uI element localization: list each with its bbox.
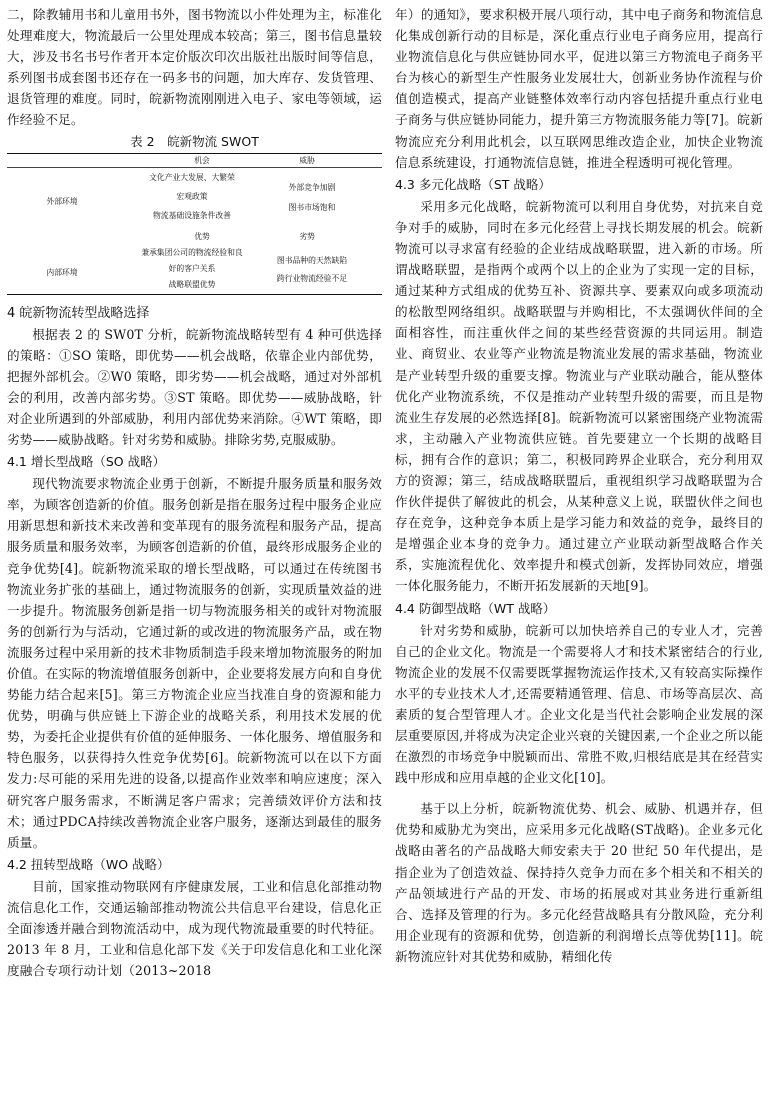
intro-paragraph: 二，除教辅用书和儿童用书外，图书物流以小件处理为主，标准化处理难度大，物流最后一公里处理成本较高；第三，图书信息量较大，涉及书名书号作者开本定价版次印次出版社出版时间等信息，系列图书成套图书还存在一码多书的问题，加大库存、发货管理、退货管理的难度。同时，皖新物流刚刚进入电子、家电等领域，运作经验不足。 — [7, 7, 382, 128]
opportunity-item: 宏观政策 — [176, 191, 208, 201]
opportunity-item: 物流基础设施条件改善 — [153, 210, 231, 220]
header-threat: 威胁 — [299, 155, 315, 165]
conclusion-paragraph: 基于以上分析，皖新物流优势、机会、威胁、机遇并存，但优势和威胁尤为突出，应采用多元化战略(ST战略)。企业多元化战略由著名的产品战略大师安索夫于 20 世纪 50 年代提出，是指企业为了创造效益、保持持久竞争力而在多个相关和不相关的产品领域进行产品的开发、市场的拓展或对其业务进行重新组合、选择及管理的行为。多元化经营战略具有分散风险，充分利用企业现有的资源和优势，创造新的利润增长点等优势[11]。皖新物流应针对其优势和威胁，精细化传 — [395, 801, 763, 964]
section-4-4-heading: 4.4 防御型战略（WT 战略） — [395, 600, 556, 616]
section-4-paragraph: 根据表 2 的 SW0T 分析，皖新物流战略转型有 4 种可供选择的策略：①SO 策略，即优势——机会战略，依靠企业内部优势，把握外部机会。②W0 策略，即劣势——机会战略，通过对外部机会的利用，改善内部劣势。③ST 策略。即优势——威胁战略，针对企业所遇到的外部威胁，利用内部优势来消除。④WT 策略，即劣势——威胁战略。针对劣势和威胁。排除劣势,克服威胁。 — [7, 326, 382, 448]
paragraph-gap — [395, 788, 763, 798]
continued-paragraph: 年）的通知》，要求积极开展八项行动，其中电子商务和物流信息化集成创新行动的目标是，深化重点行业电子商务应用，提高行业物流信息化与供应链协同水平，促进以第三方物流电子商务平台为核心的新型生产性服务业发展壮大，创新业务协作流程与价值创造模式，提高产业链整体效率行动内容包括提升重点行业电子商务与供应链协同能力，提升第三方物流服务能力等[7]。皖新物流应充分利用此机会，以互联网思维改造企业，加快企业物流信息系统建设，打通物流信息链，推进全程透明可视化管理。 — [395, 7, 763, 170]
threat-item: 图书市场饱和 — [288, 202, 336, 212]
section-4-2-heading: 4.2 扭转型战略（WO 战略） — [7, 856, 170, 872]
weakness-item: 跨行业物流经验不足 — [276, 273, 348, 283]
header-weakness: 劣势 — [299, 231, 315, 241]
header-opportunity: 机会 — [194, 155, 210, 165]
section-4-3-heading: 4.3 多元化战略（ST 战略） — [395, 176, 551, 192]
swot-table — [7, 153, 382, 295]
section-4-1-paragraph: 现代物流要求物流企业勇于创新，不断提升服务质量和服务效率，为顾客创造新的价值。服务创新是指在服务过程中服务企业应用新思想和新技术来改善和变革现有的服务流程和服务产品，提高服务质量和服务效率，为顾客创造新的价值，最终形成服务企业的竞争优势[4]。皖新物流采取的增长型战略，可以通过在传统图书物流业务扩张的基础上，通过物流服务的创新，实现质量效益的进一步提升。物流服务创新是指一切与物流服务相关的或针对物流服务的创新行为与活动，它通过新的或改进的物流服务产品，或在物流服务过程中采用新的技术非物质制造手段来增加物流服务的附加价值。在实际的物流增值服务创新中，企业要将发展方向和自身优势能力结合起来[5]。第三方物流企业应当找准自身的资源和能力优势，明确与供应链上下游企业的战略关系，利用技术发展的优势，为委托企业提供有价值的延伸服务、一体化服务、增值服务和特色服务，以获得持久性竞争优势[6]。皖新物流可以在以下方面发力:尽可能的采用先进的设备,以提高作业效率和响应速度；深入研究客户服务需求，不断满足客户需求；完善绩效评价方法和技术；通过PDCA持续改善物流企业客户服务，逐渐达到最佳的服务质量。 — [7, 476, 382, 850]
table-title: 表 2 皖新物流 SWOT — [130, 133, 259, 149]
section-4-3-paragraph: 采用多元化战略，皖新物流可以利用自身优势，对抗来自竞争对手的威胁，同时在多元化经营上寻找长期发展的机会。皖新物流可以寻求富有经验的企业结成战略联盟，进入新的市场。所谓战略联盟，是指两个或两个以上的企业为了实现一定的目标，通过某种方式组成的优势互补、资源共享、要素双向或多项流动的松散型网络组织。战略联盟与并购相比，不太强调伙伴间的全面相容性，而注重伙伴之间的某些经营资源的共同运用。制造业、商贸业、农业等产业物流是物流业发展的需求基础，物流业是产业转型升级的重要支撑。物流业与产业联动融合，能从整体优化产业物流系统，不仅是推动产业转型升级的需要，而且是物流业生存发展的必然选择[8]。皖新物流可以紧密围绕产业物流需求，主动融入产业物流供应链。首先要建立一个长期的战略目标，拥有合作的意识；第二，积极同跨界企业联合，充分利用双方的资源；第三，结成战略联盟后，重视组织学习战略联盟为合作伙伴提供了解彼此的机会，从某种意义上说，联盟伙伴之间也存在竞争，这种竞争本质上是学习能力和效益的竞争，最终目的是增强企业本身的竞争力。通过建立产业联动新型战略合作关系，实施流程优化、效率提升和模式创新，发挥协同效应，增强一体化服务能力，不断开拓发展新的天地[9]。 — [395, 198, 763, 594]
right-column — [395, 4, 763, 967]
threat-item: 外部竞争加剧 — [288, 182, 336, 192]
section-4-heading: 4 皖新物流转型战略选择 — [7, 305, 150, 321]
section-4-2-paragraph: 目前，国家推动物联网有序健康发展，工业和信息化部推动物流信息化工作，交通运输部推动物流公共信息平台建设，信息化正全面渗透并融合到物流活动中，成为现代物流最重要的时代特征。2013 年 8 月，工业和信息化部下发《关于印发信息化和工业化深度融合专项行动计划（2013~2018 — [7, 878, 382, 979]
strength-item: 好的客户关系 — [168, 263, 216, 273]
strength-item: 战略联盟优势 — [168, 279, 216, 289]
weakness-item: 图书品种的天然缺陷 — [276, 255, 348, 265]
section-4-4-paragraph: 针对劣势和威胁，皖新可以加快培养自己的专业人才，完善自己的企业文化。物流是一个需要将人才和技术紧密结合的行业,物流企业的发展不仅需要既掌握物流运作技术,又有较高实际操作水平的专业技术人才,还需要精通管理、信息、市场等高层次、高素质的复合型管理人才。企业文化是当代社会影响企业发展的深层重要原因,并将成为决定企业兴衰的关键因素,一个企业之所以能在激烈的市场竞争中脱颖而出、常胜不败,归根结底是其在经营实践中形成和应用卓越的企业文化[10]。 — [395, 622, 763, 786]
header-strength: 优势 — [194, 231, 210, 241]
row-label-internal: 内部环境 — [46, 267, 78, 277]
table-header-rule — [7, 167, 382, 168]
section-4-1-heading: 4.1 增长型战略（SO 战略） — [7, 454, 166, 470]
opportunity-item: 文化产业大发展、大繁荣 — [149, 172, 235, 182]
row-label-external: 外部环境 — [46, 196, 78, 206]
strength-item: 兼承集团公司的物流经验和良 — [141, 247, 243, 257]
left-column — [7, 4, 382, 981]
